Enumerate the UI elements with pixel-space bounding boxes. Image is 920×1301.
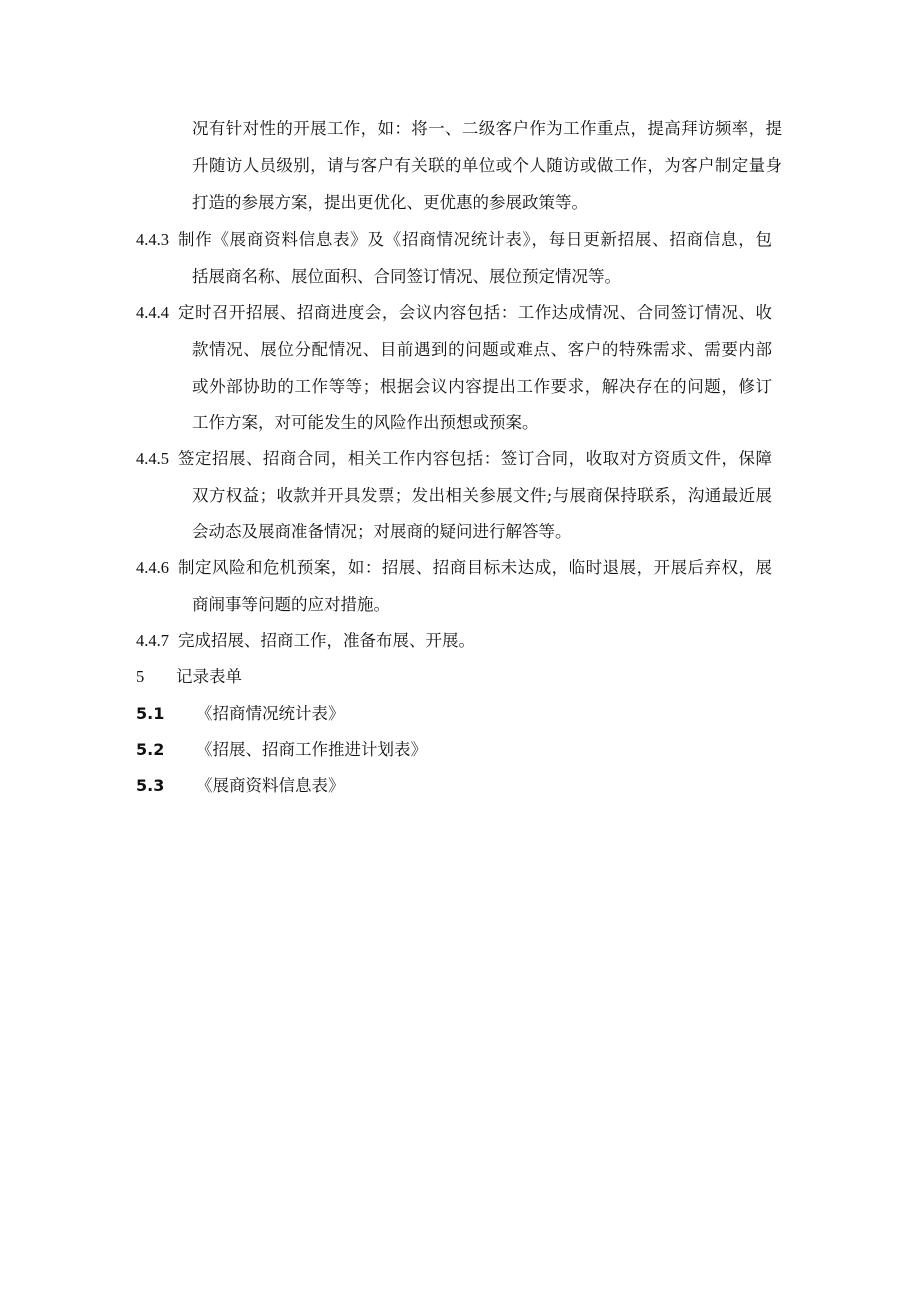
record-title: 《展商资料信息表》 bbox=[196, 776, 345, 795]
record-title: 《招展、招商工作推进计划表》 bbox=[196, 740, 427, 759]
paragraph-line: 况有针对性的开展工作，如：将一、二级客户作为工作重点，提高拜访频率，提 bbox=[192, 119, 782, 138]
clause-number: 4.4.3 bbox=[136, 230, 169, 249]
section-number: 5 bbox=[136, 667, 145, 686]
paragraph-line: 或外部协助的工作等等；根据会议内容提出工作要求，解决存在的问题，修订 bbox=[192, 377, 772, 396]
paragraph-line: 会动态及展商准备情况；对展商的疑问进行解答等。 bbox=[192, 522, 572, 541]
paragraph-line: 完成招展、招商工作，准备布展、开展。 bbox=[178, 631, 475, 650]
record-number: 5.3 bbox=[136, 776, 165, 795]
paragraph-line: 升随访人员级别，请与客户有关联的单位或个人随访或做工作，为客户制定量身 bbox=[192, 156, 782, 175]
record-number: 5.1 bbox=[136, 704, 165, 723]
paragraph-line: 商闹事等问题的应对措施。 bbox=[192, 595, 390, 614]
paragraph-line: 制作《展商资料信息表》及《招商情况统计表》，每日更新招展、招商信息，包 bbox=[178, 230, 772, 249]
paragraph-line: 制定风险和危机预案，如：招展、招商目标未达成，临时退展，开展后弃权，展 bbox=[178, 558, 772, 577]
paragraph-line: 款情况、展位分配情况、目前遇到的问题或难点、客户的特殊需求、需要内部 bbox=[192, 340, 772, 359]
paragraph-line: 括展商名称、展位面积、合同签订情况、展位预定情况等。 bbox=[192, 267, 621, 286]
paragraph-line: 打造的参展方案，提出更优化、更优惠的参展政策等。 bbox=[192, 193, 588, 212]
paragraph-line: 签定招展、招商合同，相关工作内容包括：签订合同，收取对方资质文件，保障 bbox=[178, 449, 772, 468]
clause-number: 4.4.7 bbox=[136, 631, 169, 650]
record-number: 5.2 bbox=[136, 740, 165, 759]
record-title: 《招商情况统计表》 bbox=[196, 704, 345, 723]
clause-number: 4.4.4 bbox=[136, 303, 169, 322]
section-title: 记录表单 bbox=[176, 667, 242, 686]
paragraph-line: 工作方案，对可能发生的风险作出预想或预案。 bbox=[192, 413, 539, 432]
paragraph-line: 双方权益；收款并开具发票；发出相关参展文件;与展商保持联系，沟通最近展 bbox=[192, 486, 772, 505]
clause-number: 4.4.6 bbox=[136, 558, 169, 577]
clause-number: 4.4.5 bbox=[136, 449, 169, 468]
paragraph-line: 定时召开招展、招商进度会，会议内容包括：工作达成情况、合同签订情况、收 bbox=[178, 303, 772, 322]
